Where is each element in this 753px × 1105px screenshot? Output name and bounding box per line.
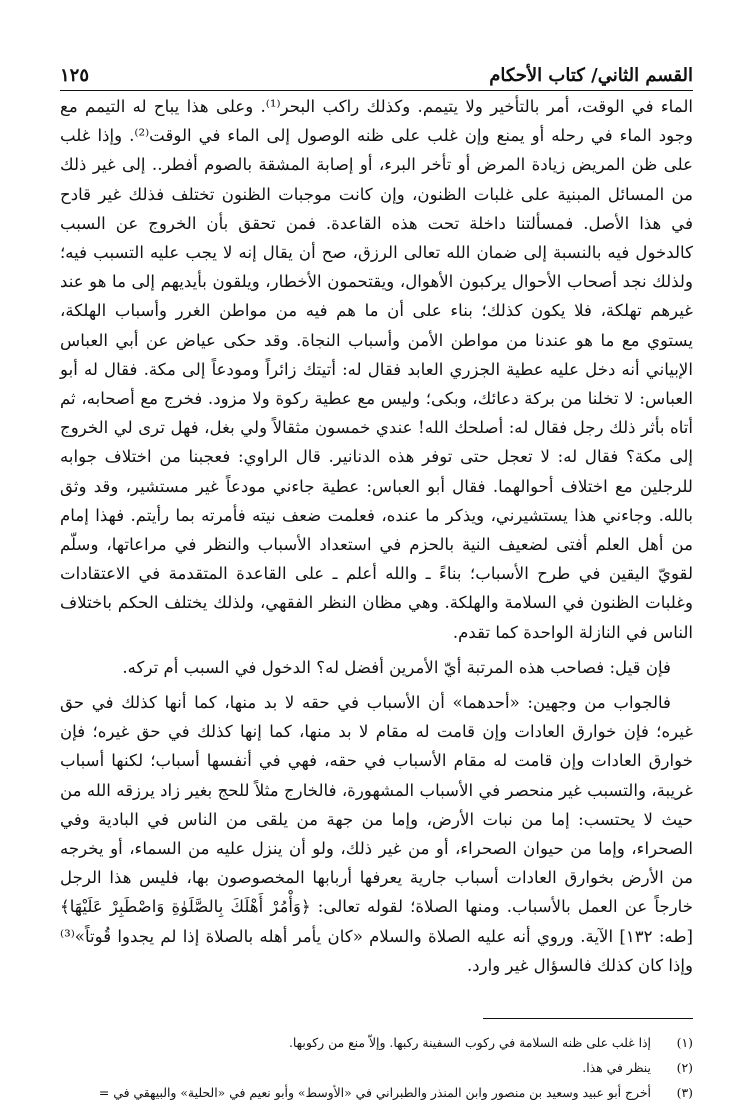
running-title: القسم الثاني/ كتاب الأحكام	[489, 65, 693, 86]
footnote-list	[60, 1030, 693, 1105]
footnote-text: ينظر في هذا.	[582, 1060, 651, 1075]
paragraph-answer: فالجواب من وجهين: «أحدهما» أن الأسباب في حقه لا بد منها، كما أنها كذلك في حق غيره؛ فإن خوارق العادات وإن قامت له مقام لا بد منها، كما إنها كذلك في حق غيره؛ فإن خوارق العادات وإن قامت له مقام الأسباب في حقه، فهي في أنفسها أسباب؛ لكنها أسباب غريبة، والتسبب غير منحصر في الأسباب المشهورة، فالخارج مثلاً للحج بغير زاد يرزقه الله من حيث لا يحتسب: إما من نبات الأرض، وإما من جهة من يلقى من الناس في البادية وفي الصحراء، وإما من حيوان الصحراء، أو من غير ذلك، ولو أن ينزل عليه من السماء، أو يخرجه من الأرض بخوارق العادات أسباب جارية يعرفها أربابها المخصوصون بها، فليس هذا الرجل خارجاً عن العمل بالأسباب. ومنها الصلاة؛ لقوله تعالى: ﴿وَأْمُرْ أَهْلَكَ بِالصَّلَوٰةِ وَاصْطَبِرْ عَلَيْهَا﴾ [طه: ١٣٢] الآية. وروي أنه عليه الصلاة والسلام «كان يأمر أهله بالصلاة إذا لم يجدوا قُوتاً»⁽³⁾ وإذا كان كذلك فالسؤال غير وارد.	[60, 693, 693, 975]
footnote-text: إذا غلب على ظنه السلامة في ركوب السفينة ركبها. وإلاّ منع من ركوبها.	[288, 1035, 651, 1050]
footnote-2	[60, 1055, 693, 1080]
paragraph-question: فإن قيل: فصاحب هذه المرتبة أيّ الأمرين أفضل له؟ الدخول في السبب أم تركه.	[122, 657, 671, 677]
footnote-1	[60, 1030, 693, 1055]
footnote-number: (١)	[676, 1035, 693, 1050]
paragraph-continued: الماء في الوقت، أمر بالتأخير ولا يتيمم. وكذلك راكب البحر⁽¹⁾. وعلى هذا يباح له التيمم مع وجود الماء في رحله أو يمنع وإن غلب على ظنه الوصول إلى الماء في الوقت⁽²⁾. وإذا غلب على ظن المريض زيادة المرض أو تأخر البرء، أو إصابة المشقة بالصوم أفطر.. إلى غير ذلك من المسائل المبنية على غلبات الظنون، وإن كانت موجبات الظنون تختلف فذلك غير قادح في هذا الأصل. فمسألتنا داخلة تحت هذه القاعدة. فمن تحقق بأن الخروج عن السبب كالدخول فيه بالنسبة إلى ضمان الله تعالى الرزق، صح أن يقال إنه لا يجب عليه التسبب فيه؛ ولذلك نجد أصحاب الأحوال يركبون الأهوال، ويقتحمون الأخطار، ويلقون بأيديهم إلى ما هو عند غيرهم تهلكة، فلا يكون كذلك؛ بناء على أن ما هم فيه من مواطن الغرر وأسباب الهلكة، يستوي مع ما هو عندنا من مواطن الأمن وأسباب النجاة. وقد حكى عياض عن أبي العباس الإبياني أنه دخل عليه عطية الجزري العابد فقال له: أتيتك زائراً ومودعاً إلى مكة. فقال له أبو العباس: لا تخلنا من بركة دعائك، وبكى؛ وليس مع عطية ركوة ولا مزود. فخرج مع أصحابه، ثم أتاه بأثر ذلك رجل فقال له: أصلحك الله! عندي خمسون مثقالاً ولي بغل، فهل ترى لي الخروج إلى مكة؟ فقال له: لا تعجل حتى توفر هذه الدنانير. قال الراوي: فعجبنا من اختلاف جوابه للرجلين مع اختلاف أحوالهما. فقال أبو العباس: عطية جاءني مودعاً غير مستشير، وقد وثق بالله. وجاءني هذا يستشيرني، ويذكر ما عنده، فعلمت ضعف نيته فأمرته بما رأيتم. فهذا إمام من أهل العلم أفتى لضعيف النية بالحزم في استعداد الأسباب والنظر في مراعاتها، وسلّم لقويّ اليقين في طرح الأسباب؛ بناءً ـ والله أعلم ـ على القاعدة المتقدمة في الاعتقادات وغلبات الظنون في السلامة والهلكة. وهي مظان النظر الفقهي، ولذلك يختلف الحكم باختلاف الناس في النازلة الواحدة كما تقدم.	[60, 97, 693, 642]
footnote-3	[60, 1080, 693, 1105]
footnote-separator	[483, 1018, 693, 1019]
main-text	[60, 92, 693, 980]
footnote-number: (٢)	[676, 1060, 693, 1075]
footnote-number: (٣)	[676, 1085, 693, 1100]
footnote-text: أخرج أبو عبيد وسعيد بن منصور وابن المنذر والطبراني في «الأوسط» وأبو نعيم في «الحلية» والبيهقي في =	[98, 1085, 651, 1100]
page-number: ١٢٥	[60, 65, 90, 86]
page-header	[60, 56, 693, 91]
